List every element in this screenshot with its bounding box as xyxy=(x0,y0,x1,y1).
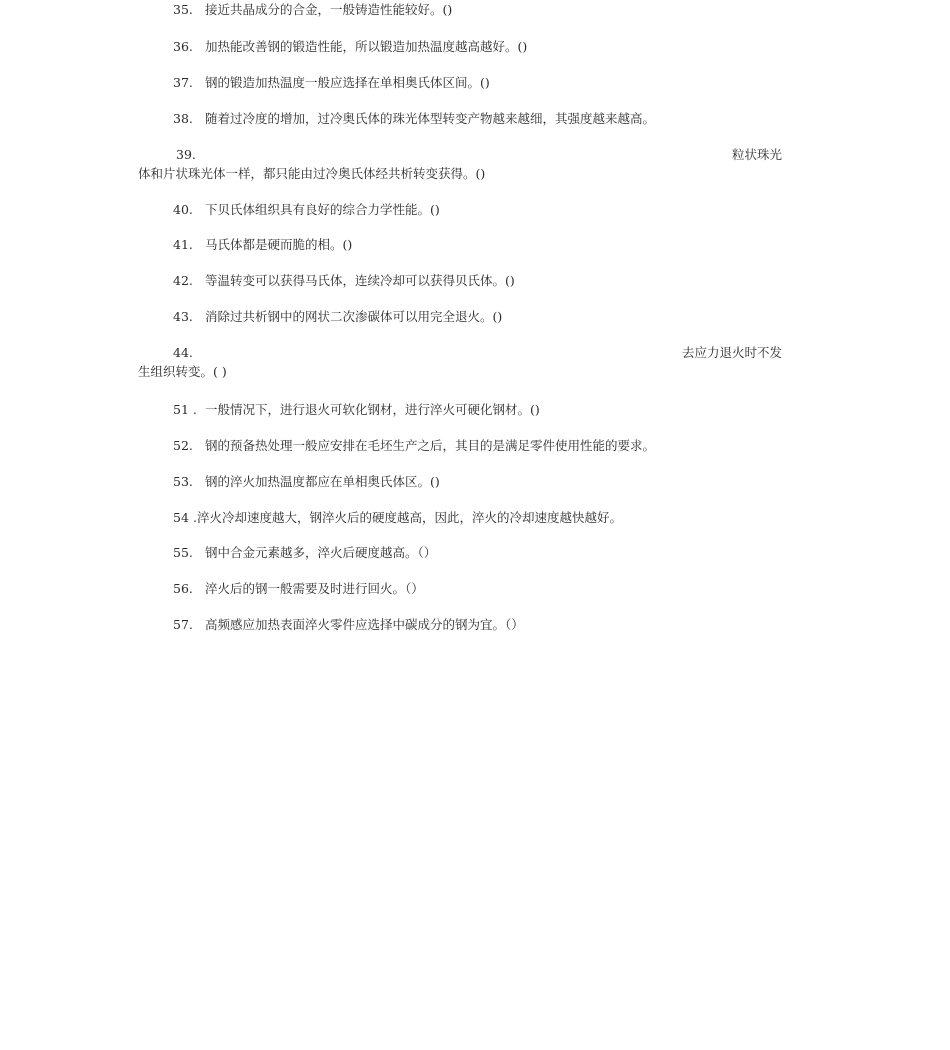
question-number: 56. xyxy=(173,581,193,596)
question-text: .淬火冷却速度越大，钢淬火后的硬度越高，因此，淬火的冷却速度越快越好。 xyxy=(193,510,622,525)
question-number: 54 xyxy=(173,510,189,525)
question-40 xyxy=(173,202,440,218)
question-text: 加热能改善钢的锻造性能，所以锻造加热温度越高越好。() xyxy=(205,39,528,54)
question-text-start: 去应力退火时不发 xyxy=(681,345,782,360)
question-number: 36. xyxy=(173,39,193,54)
question-text: 等温转变可以获得马氏体，连续冷却可以获得贝氏体。() xyxy=(205,273,515,288)
question-text: 一般情况下，进行退火可软化钢材，进行淬火可硬化钢材。() xyxy=(205,402,540,417)
question-55 xyxy=(173,545,436,561)
question-number: 37. xyxy=(173,75,193,90)
question-text: 消除过共析钢中的网状二次渗碳体可以用完全退火。() xyxy=(205,309,503,324)
question-number: 43. xyxy=(173,309,193,324)
question-number: 55. xyxy=(173,545,193,560)
question-54 xyxy=(173,510,622,526)
question-57 xyxy=(173,617,524,633)
question-41 xyxy=(173,237,352,253)
question-43 xyxy=(173,309,502,325)
question-text-continued: 生组织转变。( ) xyxy=(138,364,227,379)
question-number: 35. xyxy=(173,2,193,17)
question-42 xyxy=(173,273,515,289)
question-text-continued: 体和片状珠光体一样，都只能由过冷奥氏体经共析转变获得。() xyxy=(138,166,486,181)
question-51 xyxy=(173,402,540,418)
question-text: 高频感应加热表面淬火零件应选择中碳成分的钢为宜。（） xyxy=(205,617,524,632)
question-35 xyxy=(173,2,452,18)
question-39 xyxy=(0,147,950,187)
question-text: 随着过冷度的增加，过冷奥氏体的珠光体型转变产物越来越细，其强度越来越高。 xyxy=(205,111,656,126)
question-text: 接近共晶成分的合金，一般铸造性能较好。() xyxy=(205,2,453,17)
question-number: 44. xyxy=(173,345,193,360)
question-text: 钢的淬火加热温度都应在单相奥氏体区。() xyxy=(205,474,440,489)
question-number: 53. xyxy=(173,474,193,489)
question-text: 淬火后的钢一般需要及时进行回火。（） xyxy=(205,581,424,596)
question-text: 下贝氏体组织具有良好的综合力学性能。() xyxy=(205,202,440,217)
question-number: 51 . xyxy=(173,402,197,417)
question-number: 41. xyxy=(173,237,193,252)
question-text: 马氏体都是硬而脆的相。() xyxy=(205,237,353,252)
question-56 xyxy=(173,581,424,597)
question-37 xyxy=(173,75,490,91)
question-text: 钢中合金元素越多，淬火后硬度越高。（） xyxy=(205,545,437,560)
question-number: 38. xyxy=(173,111,193,126)
question-number: 40. xyxy=(173,202,193,217)
question-number: 57. xyxy=(173,617,193,632)
question-52 xyxy=(173,438,655,454)
question-36 xyxy=(173,39,527,55)
question-number: 42. xyxy=(173,273,193,288)
question-53 xyxy=(173,474,440,490)
question-number: 52. xyxy=(173,438,193,453)
question-text: 钢的预备热处理一般应安排在毛坯生产之后，其目的是满足零件使用性能的要求。 xyxy=(205,438,656,453)
question-text-start: 粒状珠光 xyxy=(731,147,782,162)
question-text: 钢的锻造加热温度一般应选择在单相奥氏体区间。() xyxy=(205,75,490,90)
question-number: 39. xyxy=(176,147,196,162)
question-38 xyxy=(173,111,655,127)
question-44 xyxy=(0,345,950,385)
